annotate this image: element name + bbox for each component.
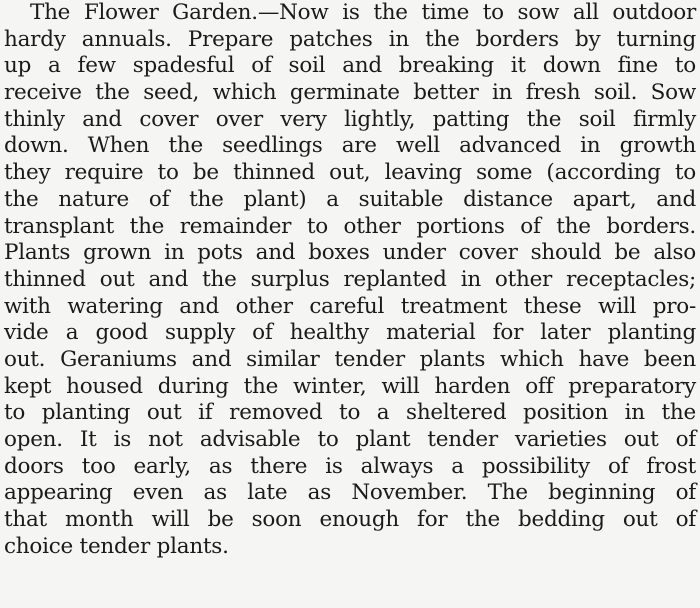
text-line: appearing even as late as November. The beginning of bbox=[4, 480, 696, 506]
text-line: doors too early, as there is always a possibility of frost bbox=[4, 453, 696, 479]
text-line: transplant the remainder to other portions of the borders. bbox=[4, 213, 696, 239]
text-line: The Flower Garden.—Now is the time to sow all outdoor bbox=[30, 0, 696, 25]
text-line: receive the seed, which germinate better in fresh soil. Sow bbox=[4, 80, 696, 106]
text-line: that month will be soon enough for the bedding out of bbox=[4, 507, 696, 533]
text-line: with watering and other careful treatment these will pro- bbox=[4, 293, 696, 319]
text-line: out. Geraniums and similar tender plants which have been bbox=[4, 346, 696, 372]
text-line: down. When the seedlings are well advanced in growth bbox=[4, 133, 696, 159]
text-line: they require to be thinned out, leaving some (according to bbox=[4, 160, 696, 186]
text-line: thinly and cover over very lightly, patting the soil firmly bbox=[4, 106, 696, 132]
text-line: thinned out and the surplus replanted in other receptacles; bbox=[4, 266, 696, 292]
text-line: up a few spadesful of soil and breaking it down fine to bbox=[4, 53, 696, 79]
text-line: the nature of the plant) a suitable distance apart, and bbox=[4, 186, 696, 212]
text-line: to planting out if removed to a sheltered position in the bbox=[4, 400, 696, 426]
text-line: choice tender plants. bbox=[4, 533, 229, 559]
text-line: kept housed during the winter, will harden off preparatory bbox=[4, 373, 696, 399]
text-line: open. It is not advisable to plant tender varieties out of bbox=[4, 427, 696, 452]
text-line: Plants grown in pots and boxes under cover should be also bbox=[4, 240, 696, 266]
text-line: hardy annuals. Prepare patches in the borders by turning bbox=[4, 26, 696, 52]
text-line: vide a good supply of healthy material for later planting bbox=[4, 320, 696, 346]
paragraph-flower-garden bbox=[4, 0, 696, 560]
